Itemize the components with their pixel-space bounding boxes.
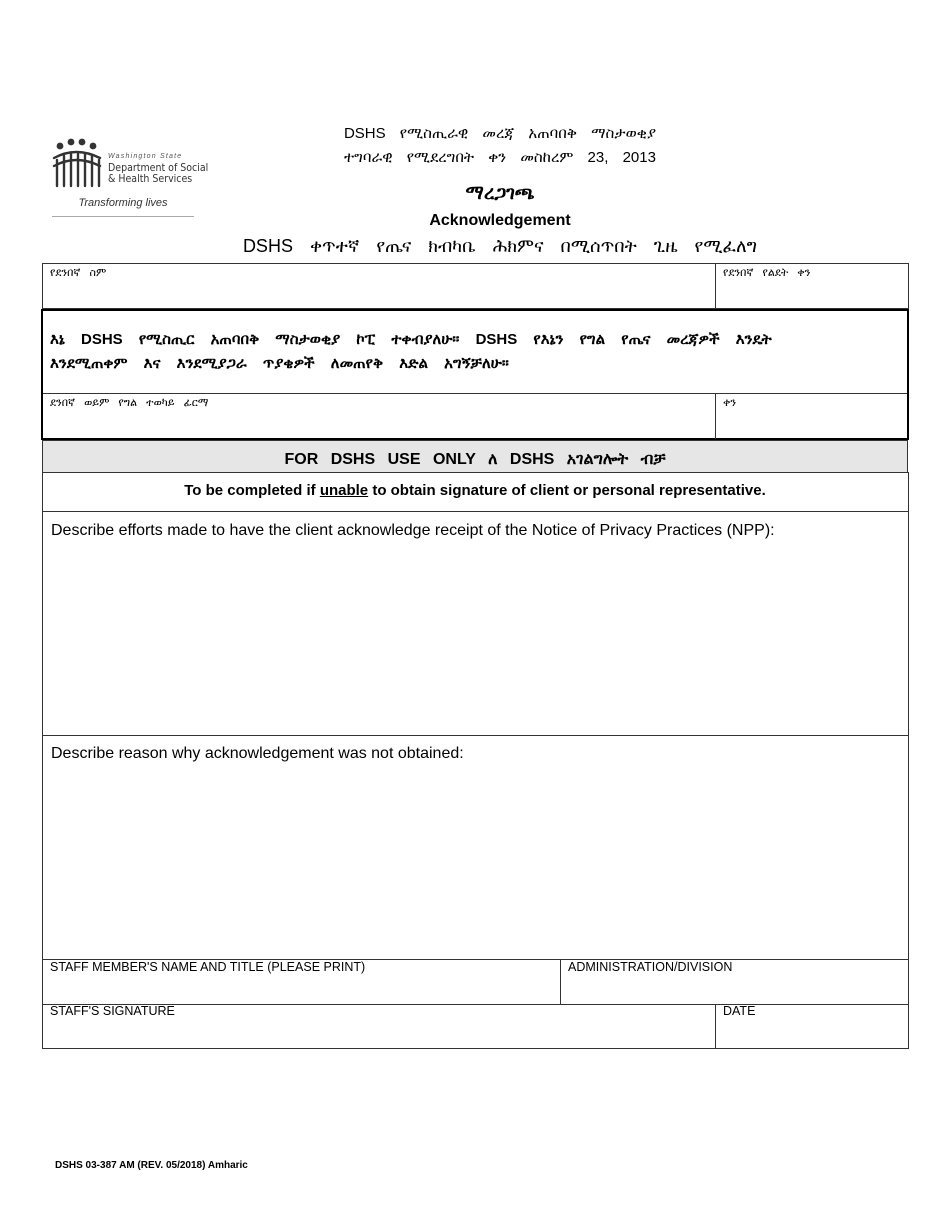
client-name-field[interactable] bbox=[42, 263, 716, 309]
logo-state: Washington State bbox=[108, 153, 183, 160]
page-title-amharic: ማረጋገጫ bbox=[465, 183, 535, 204]
client-name-label: የደንበኛ ስም bbox=[50, 267, 107, 279]
staff-name-label: STAFF MEMBER'S NAME AND TITLE (PLEASE PRINT) bbox=[50, 960, 366, 974]
efforts-label: Describe efforts made to have the client acknowledge receipt of the Notice of Privacy Practices (NPP): bbox=[51, 522, 775, 539]
client-signature-date-label: ቀን bbox=[723, 397, 737, 409]
staff-signature-label: STAFF'S SIGNATURE bbox=[50, 1004, 175, 1018]
administration-label: ADMINISTRATION/DIVISION bbox=[568, 960, 733, 974]
logo-dept-line2: & Health Services bbox=[108, 173, 193, 185]
statement-line1: እኔ DSHS የሚስጢር አጠባበቅ ማስታወቂያ ኮፒ ተቀብያለሁ። DSHS የእኔን የግል የጤና መረጃዎች እንዴት bbox=[50, 331, 772, 348]
client-dob-label: የደንበኛ የልደት ቀን bbox=[723, 267, 811, 279]
dshs-use-only-text: FOR DSHS USE ONLY ለ DSHS አገልግሎት ብቻ bbox=[284, 451, 666, 468]
logo-dept-line1: Department of Social bbox=[108, 162, 209, 174]
efforts-field[interactable] bbox=[42, 511, 909, 736]
logo-text bbox=[108, 151, 208, 185]
logo-tagline: Transforming lives bbox=[78, 197, 168, 209]
instruction-post: to obtain signature of client or personal representative. bbox=[368, 482, 766, 499]
logo-divider bbox=[52, 216, 194, 217]
effective-date: ተግባራዊ የሚደረግበት ቀን መስከረም 23, 2013 bbox=[344, 149, 656, 166]
staff-date-label: DATE bbox=[723, 1004, 756, 1018]
page-subtitle: DSHS ቀጥተኛ የጤና ክብካቤ ሕክምና በሚሰጥበት ጊዜ የሚፈለግ bbox=[242, 236, 758, 256]
instruction-pre: To be completed if bbox=[184, 482, 320, 499]
reason-field[interactable] bbox=[42, 735, 909, 960]
instruction-unable: unable bbox=[319, 482, 369, 499]
completion-instruction bbox=[42, 482, 908, 499]
statement-line2: እንደሚጠቀም እና እንደሚያጋራ ጥያቄዎች ለመጠየቅ እድል አግኝቻለሁ። bbox=[50, 355, 509, 372]
form-id: DSHS 03-387 AM (REV. 05/2018) Amharic bbox=[55, 1160, 248, 1171]
notice-title: DSHS የሚስጢራዊ መረጃ አጠባበቅ ማስታወቂያ bbox=[343, 125, 657, 142]
reason-label: Describe reason why acknowledgement was not obtained: bbox=[51, 745, 464, 762]
acknowledgement-statement bbox=[50, 328, 890, 376]
client-signature-label: ደንበኛ ወይም የግል ተወካይ ፊርማ bbox=[50, 397, 209, 409]
page-title-english: Acknowledgement bbox=[429, 212, 571, 229]
client-signature-date-field[interactable] bbox=[716, 394, 907, 438]
